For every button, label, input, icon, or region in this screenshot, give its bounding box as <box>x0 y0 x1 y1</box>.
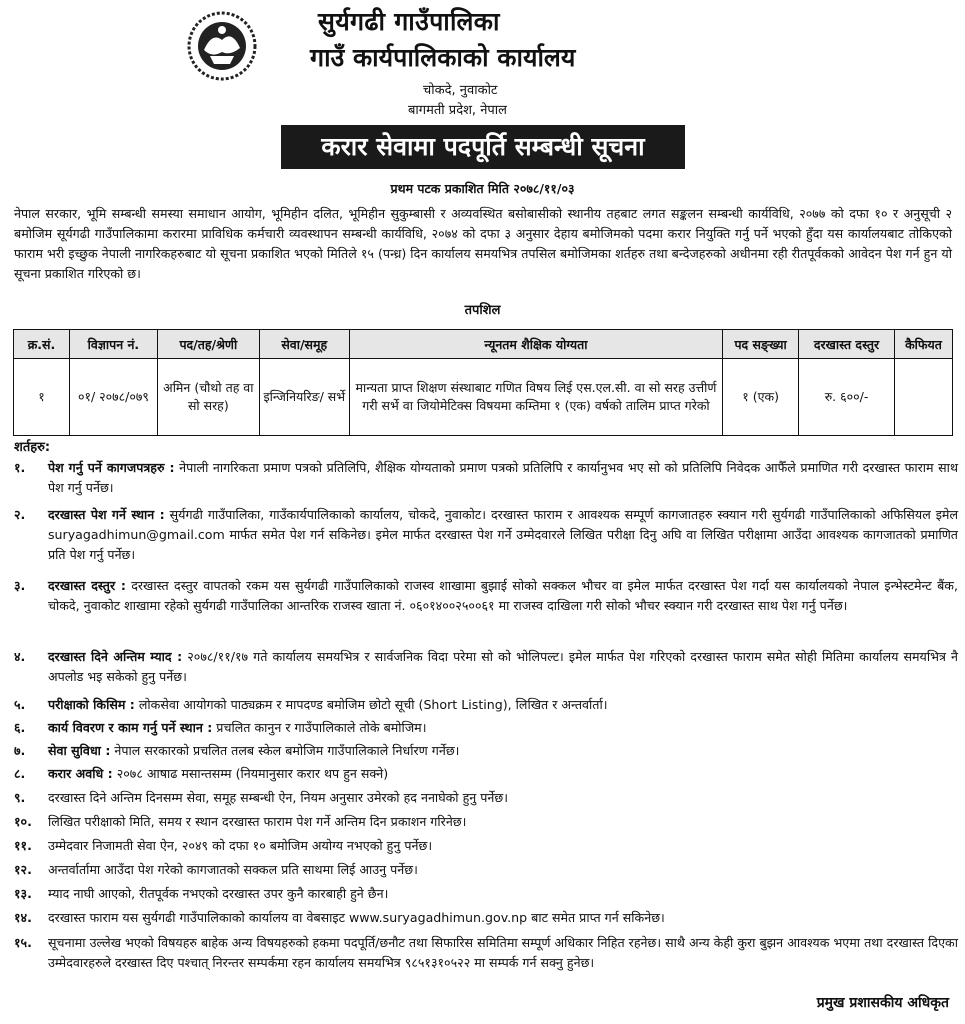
condition-item <box>14 884 958 904</box>
condition-number: १०. <box>14 814 32 829</box>
condition-body <box>48 718 958 738</box>
condition-number: ३. <box>14 578 26 593</box>
condition-body <box>48 458 958 498</box>
condition-item <box>14 647 958 687</box>
condition-text: लिखित परीक्षाको मिति, समय र स्थान दरखास्त फाराम पेश गर्ने अन्तिम दिन प्रकाशन गरिनेछ। <box>48 814 467 829</box>
condition-text: म्याद नाघी आएको, रीतपूर्वक नभएको दरखास्त उपर कुनै कारबाही हुने छैन। <box>48 886 389 901</box>
notice-title: करार सेवामा पदपूर्ति सम्बन्धी सूचना <box>281 125 685 169</box>
condition-number: ८. <box>14 766 26 781</box>
table-row <box>14 359 953 436</box>
condition-title: परीक्षाको किसिम : <box>48 697 135 712</box>
condition-text: नेपाली नागरिकता प्रमाण पत्रको प्रतिलिपि, शैक्षिक योग्यताको प्रमाण पत्रको प्रतिलिपि र कार्यानुभव भए सो को प्रतिलिपि निवेदक आफैँले प्रमाणित गरी दरखास्त फाराम साथ पेश गर्नु पर्नेछ। <box>48 460 958 495</box>
condition-body <box>48 505 958 565</box>
signature-title: प्रमुख प्रशासकीय अधिकृत <box>816 995 949 1011</box>
condition-text: दरखास्त दस्तुर वापतको रकम यस सुर्यगढी गाउँपालिकाको राजस्व शाखामा बुझाई सोको सक्कल भौचर वा इमेल मार्फत दरखास्त पेश गर्दा यस कार्यालयको नेपाल इन्भेस्टमेन्ट बैंक, चोकदे, नुवाकोट शाखामा रहेको सुर्यगढी गाउँपालिका आन्तरिक राजस्व खाता नं. ०६०१४००२५००६१ मा राजस्व दाखिला गरी सोको भौचर स्क्यान गरी दरखास्त साथ पेश गर्नु पर्नेछ। <box>48 578 958 613</box>
condition-body <box>48 647 958 687</box>
intro-paragraph: नेपाल सरकार, भूमि सम्बन्धी समस्या समाधान आयोग, भूमिहीन दलित, भूमिहीन सुकुम्बासी र अव्यवस्थित बसोबासीको स्थानीय तहबाट लगत सङ्कलन सम्बन्धी कार्यविधि, २०७७ को दफा १० र अनुसूची २ बमोजिम सूर्यगढी गाउँपालिकामा करारमा प्राविधिक कर्मचारी व्यवस्थापन सम्बन्धी कार्यविधि, २०७४ को दफा ३ अनुसार देहाय बमोजिमको पदमा करार नियुक्ति गर्नु पर्ने भएको हुँदा यस कार्यालयबाट तोकिएको फाराम भरी इच्छुक नेपाली नागरिकहरुबाट यो सूचना प्रकाशित भएको मितिले १५ (पन्ध्र) दिन कार्यालय समयभित्र तपसिल बमोजिमका शर्तहरु तथा बन्देजहरुको अधीनमा रही रीतपूर्वकको आवेदन पेश गर्न हुन यो सूचना प्रकाशित गरिएको छ। <box>14 206 952 281</box>
condition-body <box>48 788 958 808</box>
condition-title: दरखास्त दिने अन्तिम म्याद : <box>48 649 183 664</box>
col-header-fee: दरखास्त दस्तुर <box>799 330 895 359</box>
condition-number: १. <box>14 460 26 475</box>
condition-number: ६. <box>14 720 26 735</box>
condition-number: १२. <box>14 862 32 877</box>
published-date: प्रथम पटक प्रकाशित मिति २०७८/११/०३ <box>390 181 575 196</box>
condition-number: ९. <box>14 790 26 805</box>
col-header-sn: क्र.सं. <box>14 330 70 359</box>
condition-item <box>14 695 958 715</box>
condition-text: उम्मेदवार निजामती सेवा ऐन, २०४९ को दफा १० बमोजिम अयोग्य नभएको हुनु पर्नेछ। <box>48 838 433 853</box>
condition-number: १४. <box>14 910 32 925</box>
condition-title: कार्य विवरण र काम गर्नु पर्ने स्थान : <box>48 720 213 735</box>
condition-text: लोकसेवा आयोगको पाठ्यक्रम र मापदण्ड बमोजिम छोटो सूची (Short Listing), लिखित र अन्तर्वार्ता। <box>138 697 608 712</box>
condition-item <box>14 908 958 928</box>
vacancy-table <box>13 329 953 436</box>
condition-number: ५. <box>14 697 26 712</box>
nepal-emblem-icon <box>186 10 258 82</box>
condition-number: १३. <box>14 886 32 901</box>
condition-title: पेश गर्नु पर्ने कागजपत्रहरु : <box>48 460 175 475</box>
condition-number: ४. <box>14 649 26 664</box>
condition-body <box>48 836 958 856</box>
condition-body <box>48 764 958 784</box>
condition-title: दरखास्त दस्तुर : <box>48 578 126 593</box>
condition-body <box>48 860 958 880</box>
condition-text: दरखास्त दिने अन्तिम दिनसम्म सेवा, समूह सम्बन्धी ऐन, नियम अनुसार उमेरको हद ननाघेको हुनु पर्नेछ। <box>48 790 508 805</box>
col-header-adv-no: विज्ञापन नं. <box>69 330 157 359</box>
cell-qualification: मान्यता प्राप्त शिक्षण संस्थाबाट गणित विषय लिई एस.एल.सी. वा सो सरह उत्तीर्ण गरी सर्भे वा जियोमेटिक्स विषयमा कम्तिमा १ (एक) वर्षको तालिम प्राप्त गरेको <box>349 359 722 436</box>
condition-title: दरखास्त पेश गर्ने स्थान : <box>48 507 165 522</box>
schedule-title: तपशिल <box>464 303 501 318</box>
condition-item <box>14 505 958 565</box>
org-name: सुर्यगढी गाउँपालिका <box>318 7 500 36</box>
cell-sn: १ <box>14 359 70 436</box>
office-name: गाउँ कार्यपालिकाको कार्यालय <box>310 43 576 72</box>
condition-number: ७. <box>14 743 26 758</box>
condition-text: सूचनामा उल्लेख भएको विषयहरु बाहेक अन्य विषयहरुको हकमा पदपूर्ति/छनौट तथा सिफारिस समितिमा सम्पूर्ण अधिकार निहित रहनेछ। साथै अन्य केही कुरा बुझन आवश्यक भएमा तथा दरखास्त दिएका उम्मेदवारहरुले दरखास्त दिए पश्चात् निरन्तर सम्पर्कमा रहन कार्यालय समयभित्र ९८५१३१०५२२ मा सम्पर्क गर्न सक्नु हुनेछ। <box>48 935 958 970</box>
condition-item <box>14 836 958 856</box>
condition-body <box>48 933 958 973</box>
condition-text: अन्तर्वार्तामा आउँदा पेश गरेको कागजातको सक्कल प्रति साथमा लिई आउनु पर्नेछ। <box>48 862 418 877</box>
condition-body <box>48 741 958 761</box>
condition-item <box>14 458 958 498</box>
condition-text: नेपाल सरकारको प्रचलित तलब स्केल बमोजिम गाउँपालिकाले निर्धारण गर्नेछ। <box>114 743 460 758</box>
cell-post: अमिन (चौथो तह वा सो सरह) <box>157 359 259 436</box>
condition-title: करार अवधि : <box>48 766 113 781</box>
cell-remarks <box>894 359 952 436</box>
condition-text: २०७८/११/१७ गते कार्यालय समयभित्र र सार्वजनिक विदा परेमा सो को भोलिपल्ट। इमेल मार्फत पेश गरिएको दरखास्त फाराम समेत सोही मितिमा कार्यालय समयभित्र नै अपलोड भइ सकेको हुनु पर्नेछ। <box>48 649 958 684</box>
condition-number: ११. <box>14 838 32 853</box>
col-header-remarks: कैफियत <box>894 330 952 359</box>
cell-service: इन्जिनियरिङ/ सर्भे <box>259 359 349 436</box>
cell-fee: रु. ६००/- <box>799 359 895 436</box>
cell-count: १ (एक) <box>723 359 799 436</box>
condition-text: दरखास्त फाराम यस सुर्यगढी गाउँपालिकाको कार्यालय वा वेबसाइट www.suryagadhimun.gov.np बाट समेत प्राप्त गर्न सकिनेछ। <box>48 910 665 925</box>
condition-number: १५. <box>14 935 32 950</box>
condition-item <box>14 576 958 616</box>
condition-title: सेवा सुविधा : <box>48 743 111 758</box>
condition-number: २. <box>14 507 26 522</box>
col-header-count: पद सङ्ख्या <box>723 330 799 359</box>
col-header-service: सेवा/समूह <box>259 330 349 359</box>
col-header-qualification: न्यूनतम शैक्षिक योग्यता <box>349 330 722 359</box>
address-line-2: बागमती प्रदेश, नेपाल <box>408 103 507 118</box>
condition-body <box>48 908 958 928</box>
condition-item <box>14 718 958 738</box>
condition-item <box>14 788 958 808</box>
condition-item <box>14 933 958 973</box>
table-header-row <box>14 330 953 359</box>
condition-item <box>14 860 958 880</box>
condition-text: २०७८ आषाढ मसान्तसम्म (नियमानुसार करार थप हुन सक्ने) <box>116 766 389 781</box>
address-line-1: चोकदे, नुवाकोट <box>423 83 498 98</box>
condition-text: प्रचलित कानुन र गाउँपालिकाले तोके बमोजिम। <box>216 720 427 735</box>
cell-adv-no: ०१/ २०७८/०७९ <box>69 359 157 436</box>
condition-item <box>14 741 958 761</box>
condition-item <box>14 764 958 784</box>
condition-item <box>14 812 958 832</box>
col-header-post: पद/तह/श्रेणी <box>157 330 259 359</box>
condition-body <box>48 884 958 904</box>
condition-body <box>48 576 958 616</box>
condition-text: सुर्यगढी गाउँपालिका, गाउँकार्यपालिकाको कार्यालय, चोकदे, नुवाकोट। दरखास्त फाराम र आवश्यक सम्पूर्ण कागजातहरु स्क्यान गरी सुर्यगढी गाउँपालिकाको अफिसियल इमेल suryagadhimun@gmail.com मार्फत समेत पेश गर्न सकिनेछ। इमेल मार्फत दरखास्त पेश गर्ने उम्मेदवारले लिखित परीक्षा दिनु अघि वा लिखित परीक्षामा आउँदा आवश्यक कागजातको प्रमाणित प्रति पेश गर्नु पर्नेछ। <box>48 507 959 562</box>
condition-body <box>48 812 958 832</box>
condition-body <box>48 695 958 715</box>
conditions-heading: शर्तहरु: <box>14 440 51 455</box>
